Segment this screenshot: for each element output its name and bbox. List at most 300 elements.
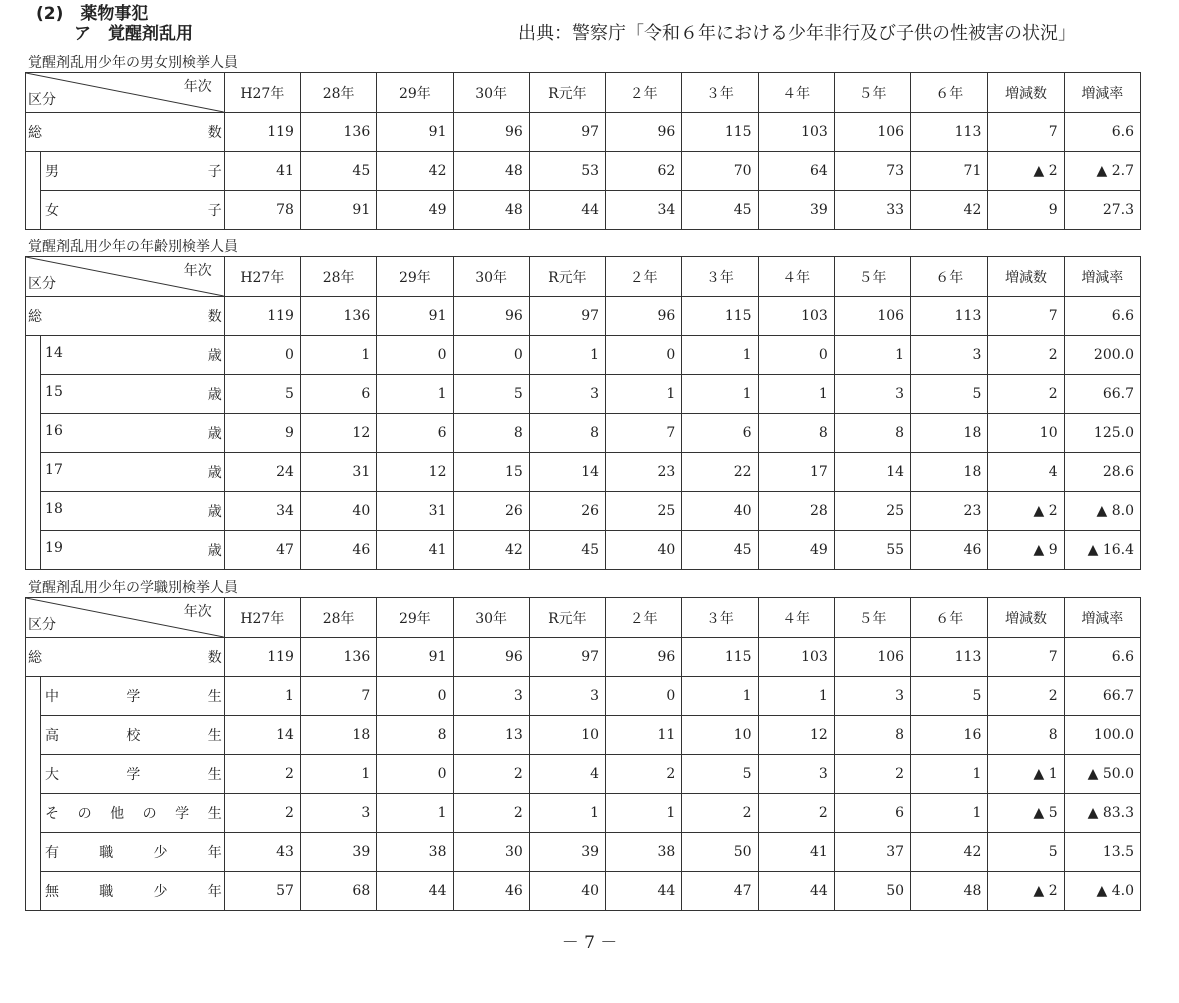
column-header: ６年 [911,598,988,638]
row-label-cell [41,453,225,492]
value-cell: 0 [377,336,453,375]
value-cell: 25 [834,492,910,531]
value-cell: 44 [606,872,682,911]
row-label-cell [41,833,225,872]
value-cell: 103 [758,638,834,677]
column-header: R元年 [529,598,605,638]
table-row [26,755,1141,794]
value-cell: 200.0 [1064,336,1140,375]
row-label-char: 19 [45,540,63,556]
value-cell: 7 [988,297,1064,336]
value-cell: 2 [988,677,1064,716]
value-cell: 12 [758,716,834,755]
row-label-char: 学 [126,689,141,705]
value-cell: 6 [834,794,910,833]
row-label-char: 年 [207,845,222,861]
value-cell: 41 [758,833,834,872]
indent-spacer [26,336,41,375]
indent-spacer [26,755,41,794]
data-table [25,597,1141,911]
value-cell: 10 [529,716,605,755]
column-header: 増減率 [1064,598,1140,638]
row-label-char: 数 [207,650,222,666]
column-header: H27年 [224,598,300,638]
value-cell: 6.6 [1064,297,1140,336]
value-cell: 0 [377,755,453,794]
row-label-char: 少 [153,884,168,900]
value-cell: 18 [911,414,988,453]
value-cell: 113 [911,113,988,152]
value-cell: 9 [224,414,300,453]
value-cell: 39 [529,833,605,872]
indent-spacer [26,677,41,716]
table-row [26,191,1141,230]
value-cell: 3 [529,677,605,716]
row-label-char: 歳 [207,387,222,403]
value-cell: 44 [377,872,453,911]
value-cell: 23 [911,492,988,531]
value-cell: 16 [911,716,988,755]
column-header: 30年 [453,257,529,297]
value-cell: 7 [606,414,682,453]
value-cell: 9 [988,191,1064,230]
value-cell: 48 [911,872,988,911]
value-cell: 39 [300,833,376,872]
value-cell: 37 [834,833,910,872]
value-cell: ▲ 50.0 [1064,755,1140,794]
value-cell: 10 [988,414,1064,453]
value-cell: 119 [224,297,300,336]
corner-year-label: 年次 [183,79,212,95]
value-cell: 3 [300,794,376,833]
row-label-cell [41,677,225,716]
indent-spacer [26,833,41,872]
column-header: 29年 [377,598,453,638]
value-cell: 1 [377,794,453,833]
value-cell: 2 [682,794,758,833]
subsection-title: ア 覚醒剤乱用 [74,24,193,44]
value-cell: 2 [988,336,1064,375]
value-cell: 34 [224,492,300,531]
row-label-char: 歳 [207,426,222,442]
row-label-char: そ [45,806,60,822]
indent-spacer [26,191,41,230]
value-cell: 18 [911,453,988,492]
indent-spacer [26,453,41,492]
column-header: R元年 [529,73,605,113]
column-header: 29年 [377,73,453,113]
value-cell: 91 [377,297,453,336]
value-cell: 49 [758,531,834,570]
value-cell: 106 [834,297,910,336]
total-row [26,113,1141,152]
value-cell: ▲ 9 [988,531,1064,570]
value-cell: 41 [224,152,300,191]
indent-spacer [26,492,41,531]
table-row [26,872,1141,911]
row-label-char: 年 [207,884,222,900]
row-label-cell [41,191,225,230]
value-cell: 1 [758,375,834,414]
value-cell: 10 [682,716,758,755]
value-cell: 6.6 [1064,113,1140,152]
value-cell: 33 [834,191,910,230]
value-cell: ▲ 8.0 [1064,492,1140,531]
value-cell: 96 [606,638,682,677]
value-cell: 91 [377,113,453,152]
value-cell: 3 [834,375,910,414]
value-cell: 6 [377,414,453,453]
value-cell: 96 [606,113,682,152]
column-header: ３年 [682,73,758,113]
value-cell: 1 [300,755,376,794]
row-label-char: 子 [207,203,222,219]
value-cell: 100.0 [1064,716,1140,755]
row-label-char: 17 [45,462,63,478]
value-cell: 13 [453,716,529,755]
row-label-char: 総 [28,650,42,666]
column-header: ４年 [758,73,834,113]
value-cell: 48 [453,152,529,191]
value-cell: 1 [682,677,758,716]
value-cell: 5 [988,833,1064,872]
value-cell: 7 [988,638,1064,677]
value-cell: 5 [911,677,988,716]
value-cell: 46 [911,531,988,570]
value-cell: 136 [300,638,376,677]
column-header: 30年 [453,598,529,638]
value-cell: 57 [224,872,300,911]
value-cell: 28.6 [1064,453,1140,492]
corner-category-label: 区分 [28,276,56,292]
column-header: ４年 [758,257,834,297]
value-cell: 1 [911,794,988,833]
value-cell: 8 [453,414,529,453]
value-cell: 0 [606,336,682,375]
row-label-char: 生 [207,806,222,822]
value-cell: 4 [529,755,605,794]
column-header: ５年 [834,257,910,297]
value-cell: 45 [682,531,758,570]
value-cell: 0 [453,336,529,375]
header-row [26,257,1141,297]
value-cell: 27.3 [1064,191,1140,230]
section-heading [36,4,193,44]
row-label-char: の [77,806,92,822]
indent-spacer [26,152,41,191]
value-cell: 6 [300,375,376,414]
value-cell: 14 [529,453,605,492]
value-cell: 41 [377,531,453,570]
value-cell: 43 [224,833,300,872]
value-cell: 5 [453,375,529,414]
row-label-cell [26,297,225,336]
value-cell: ▲ 2 [988,872,1064,911]
value-cell: 24 [224,453,300,492]
value-cell: 2 [988,375,1064,414]
data-table [25,72,1141,230]
table-row [26,531,1141,570]
indent-spacer [26,872,41,911]
value-cell: 2 [453,794,529,833]
column-header: 30年 [453,73,529,113]
value-cell: 13.5 [1064,833,1140,872]
value-cell: 73 [834,152,910,191]
row-label-char: 無 [45,884,60,900]
value-cell: 1 [682,336,758,375]
value-cell: 42 [453,531,529,570]
column-header: 増減率 [1064,73,1140,113]
value-cell: 39 [758,191,834,230]
value-cell: 103 [758,113,834,152]
value-cell: 115 [682,297,758,336]
value-cell: 5 [224,375,300,414]
corner-header-cell [26,598,225,638]
column-header: ５年 [834,598,910,638]
value-cell: 42 [911,833,988,872]
value-cell: 15 [453,453,529,492]
table-row [26,375,1141,414]
indent-spacer [26,414,41,453]
row-label-cell [41,872,225,911]
value-cell: 40 [682,492,758,531]
value-cell: ▲ 16.4 [1064,531,1140,570]
row-label-char: 生 [207,728,222,744]
total-row [26,297,1141,336]
value-cell: 0 [606,677,682,716]
value-cell: 11 [606,716,682,755]
row-label-cell [41,375,225,414]
row-label-char: 校 [126,728,141,744]
column-header: 28年 [300,598,376,638]
value-cell: 50 [834,872,910,911]
table-caption: 覚醒剤乱用少年の男女別検挙人員 [28,55,238,71]
column-header: 増減数 [988,257,1064,297]
row-label-cell [26,113,225,152]
table-row [26,414,1141,453]
value-cell: 3 [911,336,988,375]
value-cell: 26 [529,492,605,531]
value-cell: 18 [300,716,376,755]
value-cell: 25 [606,492,682,531]
column-header: ２年 [606,73,682,113]
data-table [25,256,1141,570]
column-header: ３年 [682,598,758,638]
row-label-char: 総 [28,309,42,325]
value-cell: 22 [682,453,758,492]
corner-header-cell [26,73,225,113]
row-label-cell [41,414,225,453]
column-header: ６年 [911,73,988,113]
table-caption: 覚醒剤乱用少年の年齢別検挙人員 [28,239,238,255]
column-header: ２年 [606,598,682,638]
row-label-char: 歳 [207,543,222,559]
value-cell: 8 [988,716,1064,755]
value-cell: 46 [453,872,529,911]
row-label-char: 学 [175,806,190,822]
value-cell: 2 [453,755,529,794]
row-label-char: 有 [45,845,60,861]
value-cell: 14 [834,453,910,492]
value-cell: 7 [300,677,376,716]
value-cell: ▲ 1 [988,755,1064,794]
value-cell: 44 [758,872,834,911]
value-cell: 47 [224,531,300,570]
row-label-char: 他 [110,806,125,822]
page-number: － 7 － [561,933,618,953]
value-cell: 1 [758,677,834,716]
value-cell: 97 [529,638,605,677]
value-cell: 1 [682,375,758,414]
row-label-char: 子 [207,164,222,180]
value-cell: 136 [300,113,376,152]
value-cell: 1 [300,336,376,375]
value-cell: 42 [911,191,988,230]
row-label-cell [41,755,225,794]
value-cell: 46 [300,531,376,570]
value-cell: 103 [758,297,834,336]
value-cell: 45 [300,152,376,191]
value-cell: 14 [224,716,300,755]
value-cell: 1 [606,375,682,414]
corner-category-label: 区分 [28,617,56,633]
row-label-cell [41,492,225,531]
value-cell: 1 [606,794,682,833]
value-cell: 1 [224,677,300,716]
column-header: 増減数 [988,73,1064,113]
value-cell: 66.7 [1064,677,1140,716]
value-cell: 49 [377,191,453,230]
value-cell: 5 [911,375,988,414]
row-label-char: 14 [45,345,63,361]
value-cell: 8 [529,414,605,453]
value-cell: 12 [300,414,376,453]
row-label-cell [26,638,225,677]
value-cell: 45 [682,191,758,230]
header-row [26,73,1141,113]
table-row [26,794,1141,833]
value-cell: 45 [529,531,605,570]
table-row [26,152,1141,191]
row-label-char: の [142,806,157,822]
value-cell: 28 [758,492,834,531]
row-label-char: 18 [45,501,63,517]
value-cell: 97 [529,297,605,336]
value-cell: 1 [377,375,453,414]
row-label-char: 中 [45,689,60,705]
value-cell: 2 [224,755,300,794]
corner-category-label: 区分 [28,92,56,108]
column-header: 増減数 [988,598,1064,638]
column-header: 28年 [300,257,376,297]
value-cell: 3 [758,755,834,794]
value-cell: 42 [377,152,453,191]
section-title: (2) 薬物事犯 [36,4,149,24]
value-cell: 5 [682,755,758,794]
value-cell: 2 [606,755,682,794]
value-cell: ▲ 2 [988,152,1064,191]
value-cell: 64 [758,152,834,191]
column-header: ２年 [606,257,682,297]
value-cell: 40 [606,531,682,570]
table-row [26,492,1141,531]
corner-year-label: 年次 [183,604,212,620]
row-label-char: 数 [207,309,222,325]
row-label-char: 生 [207,767,222,783]
row-label-char: 女 [45,203,60,219]
value-cell: 38 [377,833,453,872]
row-label-char: 15 [45,384,63,400]
column-header: H27年 [224,73,300,113]
indent-spacer [26,794,41,833]
value-cell: 6 [682,414,758,453]
row-label-char: 男 [45,164,60,180]
value-cell: ▲ 2 [988,492,1064,531]
value-cell: 23 [606,453,682,492]
value-cell: 136 [300,297,376,336]
row-label-cell [41,716,225,755]
value-cell: 71 [911,152,988,191]
value-cell: 115 [682,113,758,152]
value-cell: 96 [453,113,529,152]
value-cell: 1 [834,336,910,375]
value-cell: 1 [529,336,605,375]
row-label-cell [41,152,225,191]
value-cell: 119 [224,113,300,152]
value-cell: 31 [300,453,376,492]
value-cell: 2 [834,755,910,794]
column-header: 28年 [300,73,376,113]
corner-year-label: 年次 [183,263,212,279]
value-cell: 91 [377,638,453,677]
value-cell: 6.6 [1064,638,1140,677]
value-cell: 2 [758,794,834,833]
table-row [26,833,1141,872]
value-cell: 34 [606,191,682,230]
indent-spacer [26,531,41,570]
value-cell: 78 [224,191,300,230]
value-cell: 40 [529,872,605,911]
corner-header-cell [26,257,225,297]
value-cell: 31 [377,492,453,531]
value-cell: 70 [682,152,758,191]
row-label-cell [41,336,225,375]
table-row [26,677,1141,716]
row-label-char: 数 [207,125,222,141]
row-label-cell [41,531,225,570]
source-citation: 出典：警察庁「令和６年における少年非行及び子供の性被害の状況」 [518,23,1076,44]
value-cell: 106 [834,113,910,152]
value-cell: 8 [834,414,910,453]
value-cell: 47 [682,872,758,911]
row-label-char: 生 [207,689,222,705]
value-cell: 3 [453,677,529,716]
value-cell: 30 [453,833,529,872]
value-cell: 62 [606,152,682,191]
value-cell: 17 [758,453,834,492]
value-cell: 7 [988,113,1064,152]
value-cell: 50 [682,833,758,872]
column-header: R元年 [529,257,605,297]
value-cell: 125.0 [1064,414,1140,453]
value-cell: 3 [529,375,605,414]
value-cell: 66.7 [1064,375,1140,414]
value-cell: 96 [453,638,529,677]
row-label-char: 職 [99,845,114,861]
value-cell: 96 [606,297,682,336]
table-row [26,453,1141,492]
column-header: H27年 [224,257,300,297]
